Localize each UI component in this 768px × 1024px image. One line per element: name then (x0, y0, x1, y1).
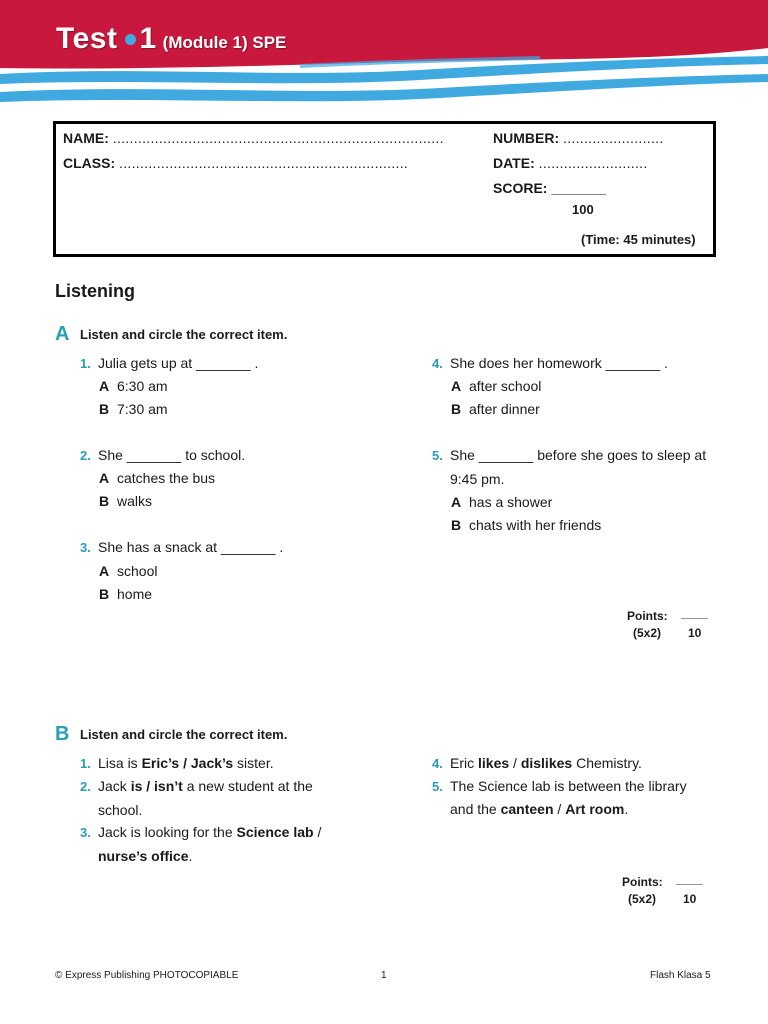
title-sub: (Module 1) SPE (162, 33, 287, 52)
option-a[interactable]: catches the bus (117, 470, 216, 486)
score-field[interactable]: _______ (551, 180, 606, 196)
question-text-continued: nurse’s office. (98, 848, 193, 864)
name-label: NAME: (63, 130, 109, 146)
score-total: 100 (572, 202, 594, 217)
question-text: She does her homework _______ . (450, 355, 668, 371)
question-text-continued: 9:45 pm. (450, 471, 505, 487)
section-b-instruction: Listen and circle the correct item. (80, 727, 288, 742)
number-row (493, 130, 664, 146)
date-row (493, 155, 648, 171)
question-text: She _______ to school. (98, 447, 246, 463)
option-letter-b: B (451, 517, 462, 533)
option-a[interactable]: school (117, 563, 158, 579)
question-text-continued: and the canteen / Art room. (450, 801, 629, 817)
number-label: NUMBER: (493, 130, 560, 146)
time-note: (Time: 45 minutes) (581, 232, 696, 247)
section-a-letter: A (55, 323, 70, 345)
option-b[interactable]: walks (117, 493, 153, 509)
question-text: Eric likes / dislikes Chemistry. (450, 755, 642, 771)
option-a[interactable]: after school (469, 378, 542, 394)
points-blank[interactable]: ____ (676, 872, 703, 886)
question-text: Jack is / isn’t a new student at the (98, 778, 313, 794)
score-label: SCORE: (493, 180, 548, 196)
points-label: Points: (622, 875, 663, 889)
question-text: Julia gets up at _______ . (98, 355, 259, 371)
option-letter-b: B (99, 586, 110, 602)
test-title (56, 22, 286, 56)
choice-word[interactable]: nurse’s office (98, 848, 189, 864)
choice-words[interactable]: is / isn’t (130, 778, 183, 794)
option-letter-b: B (99, 401, 110, 417)
points-total: 10 (683, 892, 697, 906)
question-number: 4. (432, 356, 443, 371)
question-number: 2. (80, 448, 91, 463)
score-row (493, 180, 606, 196)
class-label: CLASS: (63, 155, 116, 171)
question-number: 1. (80, 356, 91, 371)
title-number: 1 (139, 22, 157, 55)
option-b[interactable]: home (117, 586, 153, 602)
header-banner (0, 0, 768, 110)
points-blank[interactable]: ____ (681, 606, 708, 620)
question-text-continued: school. (98, 802, 143, 818)
option-letter-a: A (99, 378, 110, 394)
date-field[interactable]: .......................... (538, 155, 648, 171)
option-letter-b: B (99, 493, 110, 509)
question-number: 3. (80, 540, 91, 555)
question-number: 2. (80, 779, 91, 794)
option-b[interactable]: after dinner (469, 401, 540, 417)
option-letter-a: A (99, 470, 110, 486)
question-text: Lisa is Eric’s / Jack’s sister. (98, 755, 274, 771)
question-number: 5. (432, 448, 443, 463)
title-main: Test (56, 22, 118, 55)
section-a-instruction: Listen and circle the correct item. (80, 327, 288, 342)
option-a[interactable]: 6:30 am (117, 378, 168, 394)
class-field[interactable]: ..................................................................... (119, 155, 409, 171)
points-formula: (5x2) (633, 626, 662, 640)
choice-word[interactable]: dislikes (520, 755, 573, 771)
option-letter-a: A (451, 378, 462, 394)
question-text: She has a snack at _______ . (98, 539, 284, 555)
footer-page-number: 1 (381, 970, 387, 981)
question-text: She _______ before she goes to sleep at (450, 447, 707, 463)
question-text: Jack is looking for the Science lab / (98, 824, 322, 840)
footer-book-title: Flash Klasa 5 (650, 970, 711, 981)
student-info-box (53, 121, 716, 257)
class-row (63, 155, 408, 171)
choice-words[interactable]: Eric’s / Jack’s (141, 755, 234, 771)
points-total: 10 (688, 626, 702, 640)
option-letter-a: A (451, 494, 462, 510)
option-b[interactable]: chats with her friends (469, 517, 602, 533)
option-a[interactable]: has a shower (469, 494, 553, 510)
section-b-letter: B (55, 723, 70, 745)
choice-word[interactable]: Art room (565, 801, 625, 817)
section-heading-listening: Listening (55, 281, 135, 301)
option-b[interactable]: 7:30 am (117, 401, 168, 417)
choice-word[interactable]: Science lab (236, 824, 314, 840)
date-label: DATE: (493, 155, 535, 171)
points-label: Points: (627, 609, 668, 623)
question-number: 4. (432, 756, 443, 771)
name-row (63, 130, 444, 146)
footer-copyright: © Express Publishing PHOTOCOPIABLE (55, 970, 239, 981)
question-number: 3. (80, 825, 91, 840)
choice-word[interactable]: likes (478, 755, 510, 771)
points-formula: (5x2) (628, 892, 657, 906)
question-number: 1. (80, 756, 91, 771)
title-bullet-icon (125, 34, 136, 45)
choice-word[interactable]: canteen (500, 801, 554, 817)
option-letter-a: A (99, 563, 110, 579)
number-field[interactable]: ........................ (563, 130, 664, 146)
question-number: 5. (432, 779, 443, 794)
option-letter-b: B (451, 401, 462, 417)
question-text: The Science lab is between the library (450, 778, 687, 794)
name-field[interactable]: ............................................................................... (112, 130, 444, 146)
